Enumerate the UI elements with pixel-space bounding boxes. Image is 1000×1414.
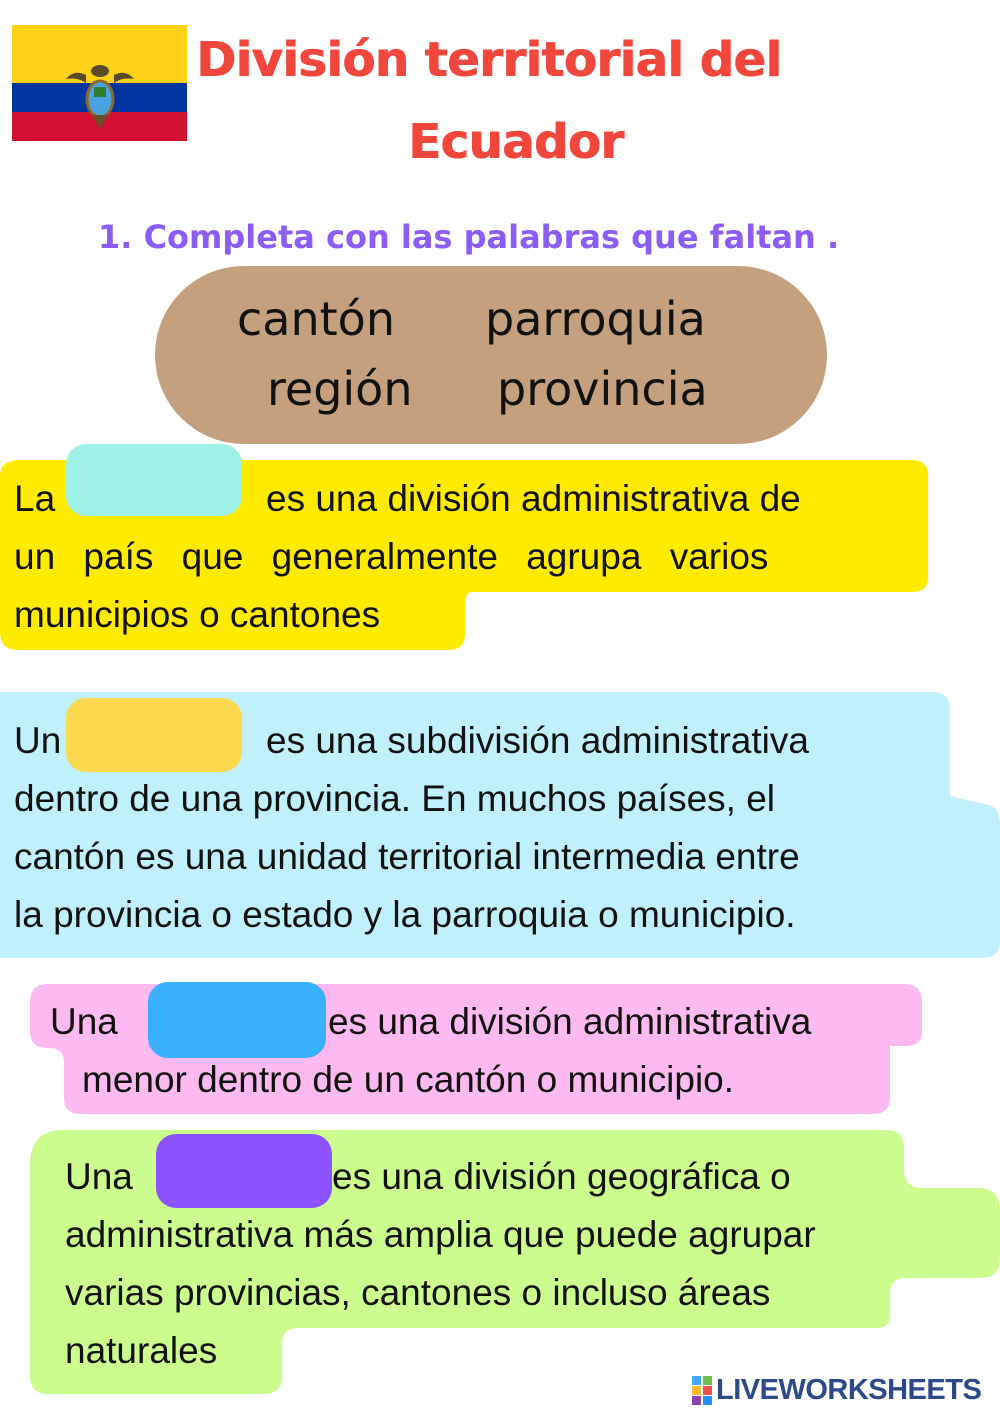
answer-blank-3[interactable]	[148, 982, 326, 1058]
liveworksheets-logo[interactable]	[692, 1374, 981, 1407]
page-title-line-1: División territorial del	[196, 32, 782, 88]
exercise-1-line-2: un país que generalmente agrupa varios	[14, 536, 769, 577]
exercise-3-line-2: menor dentro de un cantón o municipio.	[82, 1059, 735, 1100]
word-option-provincia[interactable]: provincia	[497, 362, 708, 416]
word-option-parroquia[interactable]: parroquia	[485, 292, 706, 346]
exercise-2-line-2: dentro de una provincia. En muchos países, el	[14, 778, 776, 819]
exercise-4-prefix: Una	[65, 1156, 133, 1197]
exercise-1-line-3: municipios o cantones	[14, 594, 381, 635]
exercise-2-line-4: la provincia o estado y la parroquia o municipio.	[14, 894, 796, 935]
exercise-1-line-1: es una división administrativa de	[266, 478, 801, 519]
exercise-2-line-1: es una subdivisión administrativa	[266, 720, 809, 761]
word-option-region[interactable]: región	[267, 362, 413, 416]
answer-blank-1[interactable]	[66, 444, 242, 516]
exercise-4-line-3: varias provincias, cantones o incluso áreas	[65, 1272, 771, 1313]
page-title-line-2: Ecuador	[408, 114, 624, 170]
exercise-2-prefix: Un	[14, 720, 62, 761]
word-bank	[155, 266, 827, 444]
liveworksheets-logo-text: LIVEWORKSHEETS	[716, 1374, 982, 1406]
coat-of-arms-icon	[12, 25, 187, 141]
exercise-3-prefix: Una	[50, 1001, 118, 1042]
answer-blank-4[interactable]	[156, 1134, 332, 1208]
liveworksheets-logo-icon	[692, 1376, 714, 1406]
exercise-4-line-2: administrativa más amplia que puede agrupar	[65, 1214, 816, 1255]
exercise-4-line-1: es una división geográfica o	[332, 1156, 791, 1197]
exercise-2-line-3: cantón es una unidad territorial intermedia entre	[14, 836, 800, 877]
word-option-canton[interactable]: cantón	[237, 292, 395, 346]
instruction-text: 1. Completa con las palabras que faltan .	[98, 218, 840, 256]
exercise-1-prefix: La	[14, 478, 56, 519]
exercise-4-line-4: naturales	[65, 1330, 218, 1371]
answer-blank-2[interactable]	[66, 698, 242, 772]
ecuador-flag-icon	[12, 25, 187, 141]
exercise-3-line-1: es una división administrativa	[328, 1001, 812, 1042]
